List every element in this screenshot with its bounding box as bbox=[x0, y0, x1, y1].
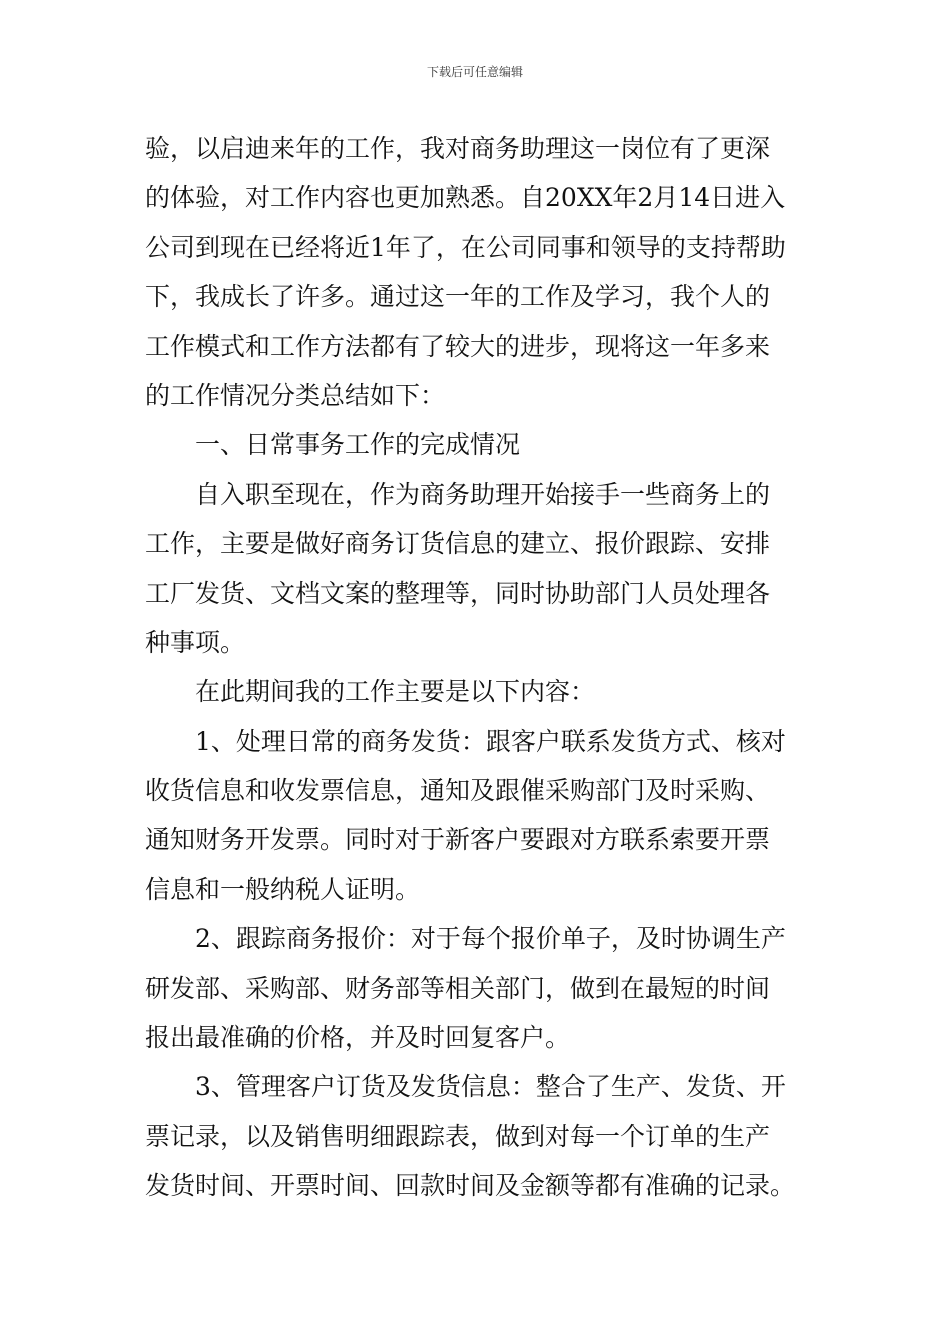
text-line: 发货时间、开票时间、回款时间及金额等都有准确的记录。 bbox=[145, 1171, 796, 1201]
text-line: 验，以启迪来年的工作，我对商务助理这一岗位有了更深 bbox=[145, 134, 771, 163]
text-line: 研发部、采购部、财务部等相关部门，做到在最短的时间 bbox=[145, 973, 771, 1003]
text-line: 工厂发货、文档文案的整理等，同时协助部门人员处理各 bbox=[145, 578, 771, 608]
page-header: 下载后可任意编辑 bbox=[426, 65, 523, 79]
text-line: 自入职至现在，作为商务助理开始接手一些商务上的 bbox=[195, 479, 771, 509]
list-item-3: 3、管理客户订货及发货信息：整合了生产、发货、开 bbox=[195, 1072, 786, 1102]
text-line: 报出最准确的价格，并及时回复客户。 bbox=[145, 1023, 571, 1053]
text-line: 的工作情况分类总结如下： bbox=[145, 380, 446, 410]
text-line: 工作，主要是做好商务订货信息的建立、报价跟踪、安排 bbox=[145, 529, 771, 559]
text-line: 工作模式和工作方法都有了较大的进步，现将这一年多来 bbox=[145, 331, 771, 361]
text-line: 信息和一般纳税人证明。 bbox=[145, 874, 421, 904]
text-line: 收货信息和收发票信息，通知及跟催采购部门及时采购、 bbox=[145, 776, 771, 806]
text-line: 的体验，对工作内容也更加熟悉。自20XX年2月14日进入 bbox=[145, 183, 786, 213]
text-line: 种事项。 bbox=[145, 627, 246, 657]
list-item-1: 1、处理日常的商务发货：跟客户联系发货方式、核对 bbox=[195, 726, 786, 756]
text-line: 在此期间我的工作主要是以下内容： bbox=[195, 677, 596, 707]
text-line: 公司到现在已经将近1年了，在公司同事和领导的支持帮助 bbox=[145, 232, 786, 262]
text-line: 下，我成长了许多。通过这一年的工作及学习，我个人的 bbox=[145, 282, 771, 312]
text-line: 通知财务开发票。同时对于新客户要跟对方联系索要开票 bbox=[145, 825, 771, 855]
text-line: 票记录，以及销售明细跟踪表，做到对每一个订单的生产 bbox=[145, 1121, 771, 1151]
section-heading: 一、日常事务工作的完成情况 bbox=[195, 430, 521, 460]
document-body bbox=[145, 124, 805, 1211]
list-item-2: 2、跟踪商务报价：对于每个报价单子，及时协调生产 bbox=[195, 924, 786, 954]
